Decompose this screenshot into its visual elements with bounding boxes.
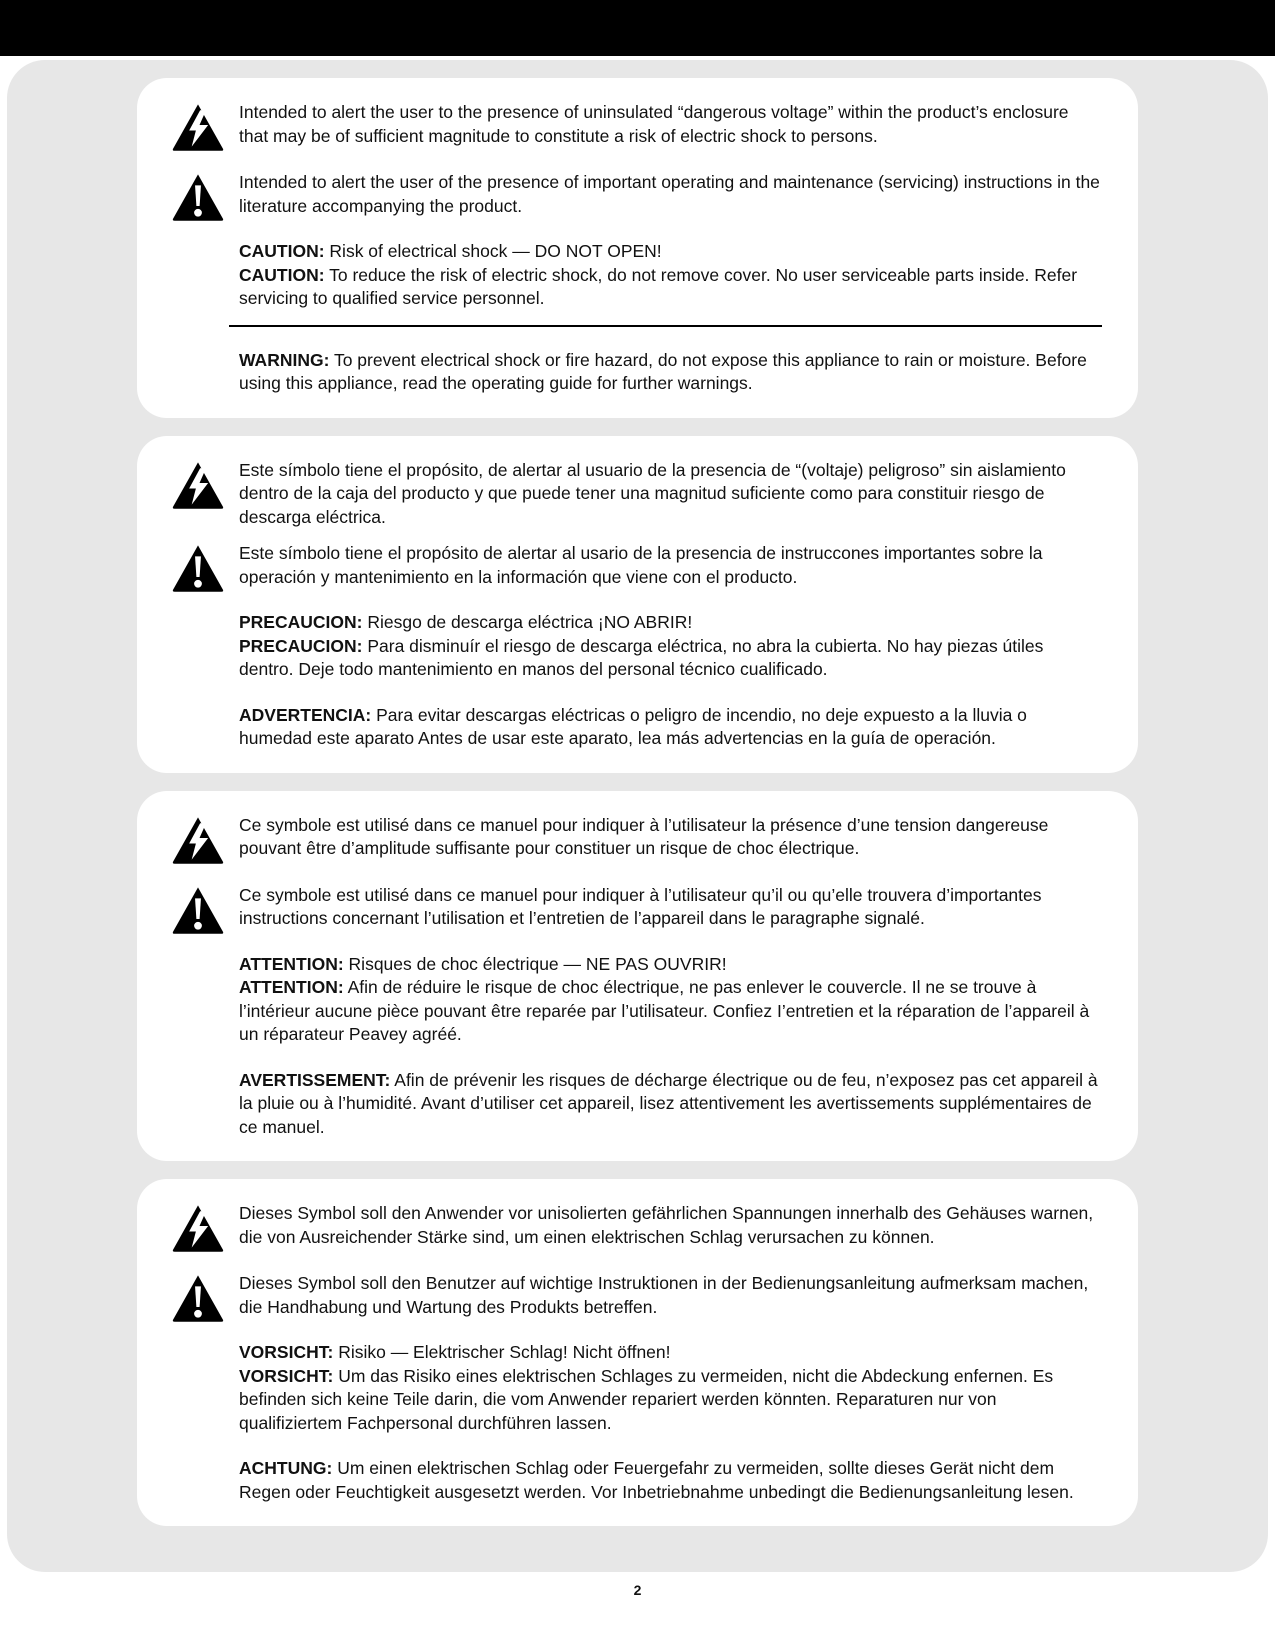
exclamation-triangle-icon: [171, 881, 225, 941]
caution-text: Risk of electrical shock — DO NOT OPEN!: [329, 241, 662, 261]
exclamation-triangle-icon: [171, 168, 225, 228]
voltage-warning-text: Ce symbole est utilisé dans ce manuel pour indiquer à l’utilisateur la présence d’une tension dangereuse pouvant être d’amplitude suffisante pour constituer un risque de choc électrique.: [239, 814, 1049, 858]
warning-paragraph: [239, 704, 1102, 751]
lightning-triangle-icon: [171, 811, 225, 871]
instruction-warning-row: [171, 881, 1102, 941]
caution-label: ATTENTION:: [239, 953, 344, 974]
warning-paragraph: [239, 349, 1102, 396]
caution-label: VORSICHT:: [239, 1365, 334, 1386]
warning-panel-french: [137, 791, 1138, 1162]
instruction-warning-text: Dieses Symbol soll den Benutzer auf wichtige Instruktionen in der Bedienungsanleitung aufmerksam machen, die Handhabung und Wartung des Produkts betreffen.: [239, 1273, 1089, 1317]
caution-line-1: [239, 240, 1102, 264]
caution-text: Para disminuír el riesgo de descarga eléctrica, no abra la cubierta. No hay piezas útiles dentro. Deje todo mantenimiento en manos del personal técnico cualificado.: [239, 635, 1044, 679]
caution-label: VORSICHT:: [239, 1342, 334, 1362]
caution-text: Riesgo de descarga eléctrica ¡NO ABRIR!: [367, 612, 693, 632]
instruction-warning-text: Intended to alert the user of the presence of important operating and maintenance (servicing) instructions in the literature accompanying the product.: [239, 172, 1100, 216]
caution-label: CAUTION:: [239, 241, 325, 261]
warning-panel-english: [137, 78, 1138, 418]
caution-label: CAUTION:: [239, 264, 325, 285]
caution-block: [239, 611, 1102, 682]
lightning-triangle-icon: [171, 98, 225, 158]
warning-text: Um einen elektrischen Schlag oder Feuergefahr zu vermeiden, sollte dieses Gerät nicht dem Regen oder Feuchtigkeit ausgesetzt werden. Vor Inbetriebnahme unbedingt die Bedienungsanleitung lesen.: [239, 1458, 1074, 1502]
voltage-warning-row: [171, 1199, 1102, 1259]
caution-text: Afin de réduire le risque de choc électrique, ne pas enlever le couvercle. Il ne se trouve à l’intérieur aucune pièce pouvant être reparée par l’utilisateur. Confiez I’entretien et la réparation de l’appareil à un réparateur Peavey agréé.: [239, 977, 1090, 1044]
voltage-warning-row: [171, 456, 1102, 530]
caution-label: PRECAUCION:: [239, 612, 363, 632]
warning-paragraph: [239, 1457, 1102, 1504]
caution-line-1: [239, 611, 1102, 635]
voltage-warning-text: Intended to alert the user to the presence of uninsulated “dangerous voltage” within the product’s enclosure that may be of sufficient magnitude to constitute a risk of electric shock to persons.: [239, 102, 1069, 146]
caution-label: ATTENTION:: [239, 977, 344, 997]
caution-text: Risques de choc électrique — NE PAS OUVRIR!: [348, 953, 727, 974]
top-black-bar: [0, 0, 1275, 56]
lightning-triangle-icon: [171, 1199, 225, 1259]
instruction-warning-text: Este símbolo tiene el propósito de alertar al usario de la presencia de instruccones importantes sobre la operación y mantenimiento en la información que viene con el producto.: [239, 543, 1043, 587]
warning-panel-spanish: [137, 436, 1138, 773]
caution-text: To reduce the risk of electric shock, do not remove cover. No user serviceable parts inside. Refer servicing to qualified service personnel.: [239, 264, 1078, 308]
caution-block: [239, 240, 1102, 311]
warning-label: ACHTUNG:: [239, 1458, 333, 1478]
caution-label: PRECAUCION:: [239, 635, 363, 656]
instruction-warning-row: [171, 539, 1102, 599]
caution-line-2: [239, 264, 1102, 311]
caution-text: Risiko — Elektrischer Schlag! Nicht öffnen!: [338, 1342, 671, 1362]
caution-block: [239, 953, 1102, 1047]
instruction-warning-row: [171, 1269, 1102, 1329]
instruction-warning-row: [171, 168, 1102, 228]
voltage-warning-row: [171, 98, 1102, 158]
section-divider: [229, 325, 1102, 327]
warning-text: Para evitar descargas eléctricas o peligro de incendio, no deje expuesto a la lluvia o humedad este aparato Antes de usar este aparato, lea más advertencias en la guía de operación.: [239, 704, 1027, 748]
page-number: 2: [633, 1582, 642, 1598]
warning-panel-german: [137, 1179, 1138, 1526]
voltage-warning-text: Este símbolo tiene el propósito, de alertar al usuario de la presencia de “(voltaje) peligroso” sin aislamiento dentro de la caja del producto y que puede tener una magnitud suficiente como para constituir riesgo de descarga eléctrica.: [239, 459, 1066, 527]
warning-label: ADVERTENCIA:: [239, 704, 372, 725]
voltage-warning-row: [171, 811, 1102, 871]
caution-line-1: [239, 1341, 1102, 1365]
caution-line-1: [239, 953, 1102, 977]
caution-line-2: [239, 635, 1102, 682]
instruction-warning-text: Ce symbole est utilisé dans ce manuel pour indiquer à l’utilisateur qu’il ou qu’elle trouvera d’importantes instructions concernant l’utilisation et l’entretien de l’appareil dans le paragraphe signalé.: [239, 884, 1042, 928]
warning-label: AVERTISSEMENT:: [239, 1069, 391, 1090]
lightning-triangle-icon: [171, 456, 225, 516]
caution-block: [239, 1341, 1102, 1435]
warning-text: Afin de prévenir les risques de décharge électrique ou de feu, n’exposez pas cet appareil à la pluie ou à l’humidité. Avant d’utiliser cet appareil, lisez attentivement les avertissements supplémentaires de ce manuel.: [239, 1069, 1098, 1137]
caution-line-2: [239, 1365, 1102, 1436]
warning-text: To prevent electrical shock or fire hazard, do not expose this appliance to rain or moisture. Before using this appliance, read the operating guide for further warnings.: [239, 349, 1087, 393]
caution-text: Um das Risiko eines elektrischen Schlages zu vermeiden, nicht die Abdeckung enfernen. Es befinden sich keine Teile darin, die vom Anwender repariert werden könnten. Reparaturen nur von qualifiziertem Fachpersonal durchführen lassen.: [239, 1365, 1054, 1433]
caution-line-2: [239, 976, 1102, 1047]
warning-label: WARNING:: [239, 349, 330, 370]
warning-paragraph: [239, 1069, 1102, 1140]
page-background: [7, 60, 1268, 1572]
voltage-warning-text: Dieses Symbol soll den Anwender vor unisolierten gefährlichen Spannungen innerhalb des Gehäuses warnen, die von Ausreichender Stärke sind, um einen elektrischen Schlag verursachen zu können.: [239, 1203, 1094, 1247]
exclamation-triangle-icon: [171, 1269, 225, 1329]
exclamation-triangle-icon: [171, 539, 225, 599]
